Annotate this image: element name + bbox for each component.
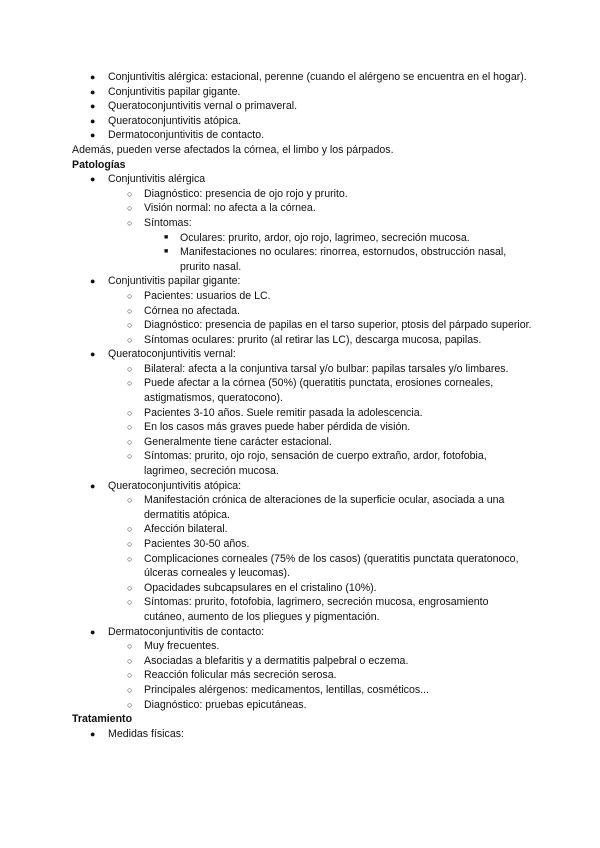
list-item [72, 493, 532, 522]
bullet-icon: ○ [127, 670, 133, 681]
bullet-icon: ● [90, 174, 96, 185]
list-item-text: Pacientes 30-50 años. [144, 538, 250, 550]
list-item-text: Reacción folicular más secreción serosa. [144, 669, 337, 682]
bullet-icon: ○ [127, 305, 133, 316]
list-item-text: Afección bilateral. [144, 523, 228, 536]
list-item [72, 581, 532, 596]
list-item-text: Síntomas: prurito, ojo rojo, sensación de cuerpo extraño, ardor, fotofobia, lagrimeo, secreción mucosa. [144, 450, 487, 478]
intro-paragraph: Además, pueden verse afectados la córnea, el limbo y los párpados. [72, 143, 394, 156]
list-item-text: Diagnóstico: presencia de papilas en el tarso superior, ptosis del párpado superior. [144, 319, 532, 332]
bullet-icon: ○ [127, 582, 133, 593]
list-item [72, 522, 532, 537]
pathology-title [72, 274, 532, 289]
section-heading-tratamiento: Tratamiento [72, 713, 133, 726]
bullet-icon: ○ [127, 553, 133, 564]
list-item-text: Conjuntivitis papilar gigante: [108, 275, 241, 288]
bullet-icon: ● [90, 626, 96, 637]
list-item-text: Síntomas oculares: prurito (al retirar las LC), descarga mucosa, papilas. [144, 333, 482, 346]
list-item [72, 552, 532, 581]
list-item-text: Queratoconjuntivitis vernal o primaveral. [108, 100, 298, 113]
tratamiento-list [72, 727, 532, 742]
list-item [72, 668, 532, 683]
list-item [72, 128, 532, 143]
intro-list [72, 70, 532, 143]
list-item-text: Principales alérgenos: medicamentos, lentillas, cosméticos... [144, 683, 429, 696]
list-item [72, 595, 532, 624]
list-item-text: Conjuntivitis papilar gigante. [108, 85, 241, 98]
list-item [72, 99, 532, 114]
list-item-text: Queratoconjuntivitis vernal: [108, 348, 236, 361]
list-item [72, 201, 532, 216]
bullet-icon: ○ [127, 451, 133, 462]
list-item-text: Asociadas a blefaritis y a dermatitis palpebral o eczema. [144, 654, 409, 667]
list-item [72, 245, 532, 274]
bullet-icon: ● [90, 276, 96, 287]
document-page [72, 70, 532, 741]
list-item [72, 216, 532, 231]
pathology-title [72, 625, 532, 640]
list-item [72, 727, 532, 742]
list-item-text: En los casos más graves puede haber pérdida de visión. [144, 421, 411, 434]
bullet-icon: ● [90, 86, 96, 97]
list-item-text: Córnea no afectada. [144, 304, 241, 317]
list-item-text: Queratoconjuntivitis atópica. [108, 114, 242, 127]
bullet-icon: ● [90, 480, 96, 491]
bullet-icon: ○ [127, 363, 133, 374]
list-item [72, 683, 532, 698]
list-item [72, 435, 532, 450]
list-item [72, 289, 532, 304]
pathology-title [72, 172, 532, 187]
bullet-icon: ○ [127, 334, 133, 345]
list-item [72, 537, 532, 552]
list-item [72, 114, 532, 129]
list-item [72, 654, 532, 669]
list-item [72, 231, 532, 246]
section-heading-patologias: Patologías [72, 158, 126, 171]
bullet-icon: ○ [127, 684, 133, 695]
bullet-icon: ○ [127, 407, 133, 418]
bullet-icon: ○ [127, 539, 133, 549]
list-item-text: Dermatoconjuntivitis de contacto. [108, 129, 265, 142]
list-item-text: Síntomas: [144, 216, 192, 229]
list-item-text: Conjuntivitis alérgica: estacional, perenne (cuando el alérgeno se encuentra en el hogar). [108, 71, 527, 83]
list-item-text: Medidas físicas: [108, 727, 184, 740]
list-item-text: Manifestaciones no oculares: rinorrea, estornudos, obstrucción nasal, prurito nasal. [180, 246, 507, 273]
list-item [72, 449, 532, 478]
list-item [72, 698, 532, 713]
list-item-text: Oculares: prurito, ardor, ojo rojo, lagrimeo, secreción mucosa. [180, 231, 470, 244]
bullet-icon: ● [90, 130, 96, 141]
list-item [72, 406, 532, 421]
pathology-title [72, 479, 532, 494]
list-item [72, 420, 532, 435]
bullet-icon: ○ [127, 655, 133, 666]
list-item [72, 362, 532, 377]
list-item-text: Visión normal: no afecta a la córnea. [144, 202, 316, 215]
list-item-text: Queratoconjuntivitis atópica: [108, 479, 242, 492]
list-item-text: Complicaciones corneales (75% de los casos) (queratitis punctata queratonoco, úlceras corneales y leucomas). [144, 552, 519, 580]
bullet-icon: ● [90, 72, 96, 82]
list-item [72, 318, 532, 333]
bullet-icon: ○ [127, 320, 133, 331]
list-item [72, 333, 532, 348]
bullet-icon: ○ [127, 495, 133, 506]
bullet-icon: ● [90, 101, 96, 112]
list-item [72, 639, 532, 654]
bullet-icon: ○ [127, 378, 133, 389]
patologias-list [72, 172, 532, 712]
list-item [72, 70, 532, 85]
list-item-text: Pacientes 3-10 años. Suele remitir pasada la adolescencia. [144, 406, 423, 419]
list-item-text: Opacidades subcapsulares en el cristalino (10%). [144, 581, 377, 594]
list-item-text: Diagnóstico: presencia de ojo rojo y prurito. [144, 187, 348, 200]
list-item-text: Pacientes: usuarios de LC. [144, 289, 271, 302]
pathology-title [72, 347, 532, 362]
bullet-icon: ○ [127, 217, 133, 228]
list-item-text: Manifestación crónica de alteraciones de la superficie ocular, asociada a una dermatitis atópica. [144, 494, 505, 521]
list-item [72, 304, 532, 319]
bullet-icon: ● [90, 115, 96, 126]
bullet-icon: ○ [127, 597, 133, 608]
list-item [72, 376, 532, 405]
list-item [72, 187, 532, 202]
list-item-text: Diagnóstico: pruebas epicutáneas. [144, 698, 307, 711]
list-item-text: Puede afectar a la córnea (50%) (queratitis punctata, erosiones corneales, astigmatismos, queratocono). [144, 377, 494, 405]
list-item-text: Conjuntivitis alérgica [108, 173, 206, 186]
bullet-icon: ● [90, 728, 96, 739]
bullet-icon: ○ [127, 422, 133, 433]
bullet-icon: ○ [127, 188, 133, 199]
bullet-icon: ○ [127, 699, 133, 710]
bullet-icon: ■ [164, 248, 169, 256]
bullet-icon: ○ [127, 290, 133, 301]
bullet-icon: ○ [127, 524, 133, 535]
list-item-text: Síntomas: prurito, fotofobia, lagrimero, secreción mucosa, engrosamiento cutáneo, aumento de los pliegues y pigmentación. [144, 596, 489, 623]
bullet-icon: ○ [127, 203, 133, 214]
list-item-text: Generalmente tiene carácter estacional. [144, 435, 332, 448]
bullet-icon: ○ [127, 436, 133, 447]
list-item-text: Bilateral: afecta a la conjuntiva tarsal y/o bulbar: papilas tarsales y/o limbares. [144, 362, 509, 375]
list-item-text: Dermatoconjuntivitis de contacto: [108, 625, 265, 638]
list-item-text: Muy frecuentes. [144, 640, 220, 653]
bullet-icon: ○ [127, 641, 133, 652]
list-item [72, 85, 532, 100]
bullet-icon: ● [90, 349, 96, 360]
bullet-icon: ■ [164, 233, 169, 241]
